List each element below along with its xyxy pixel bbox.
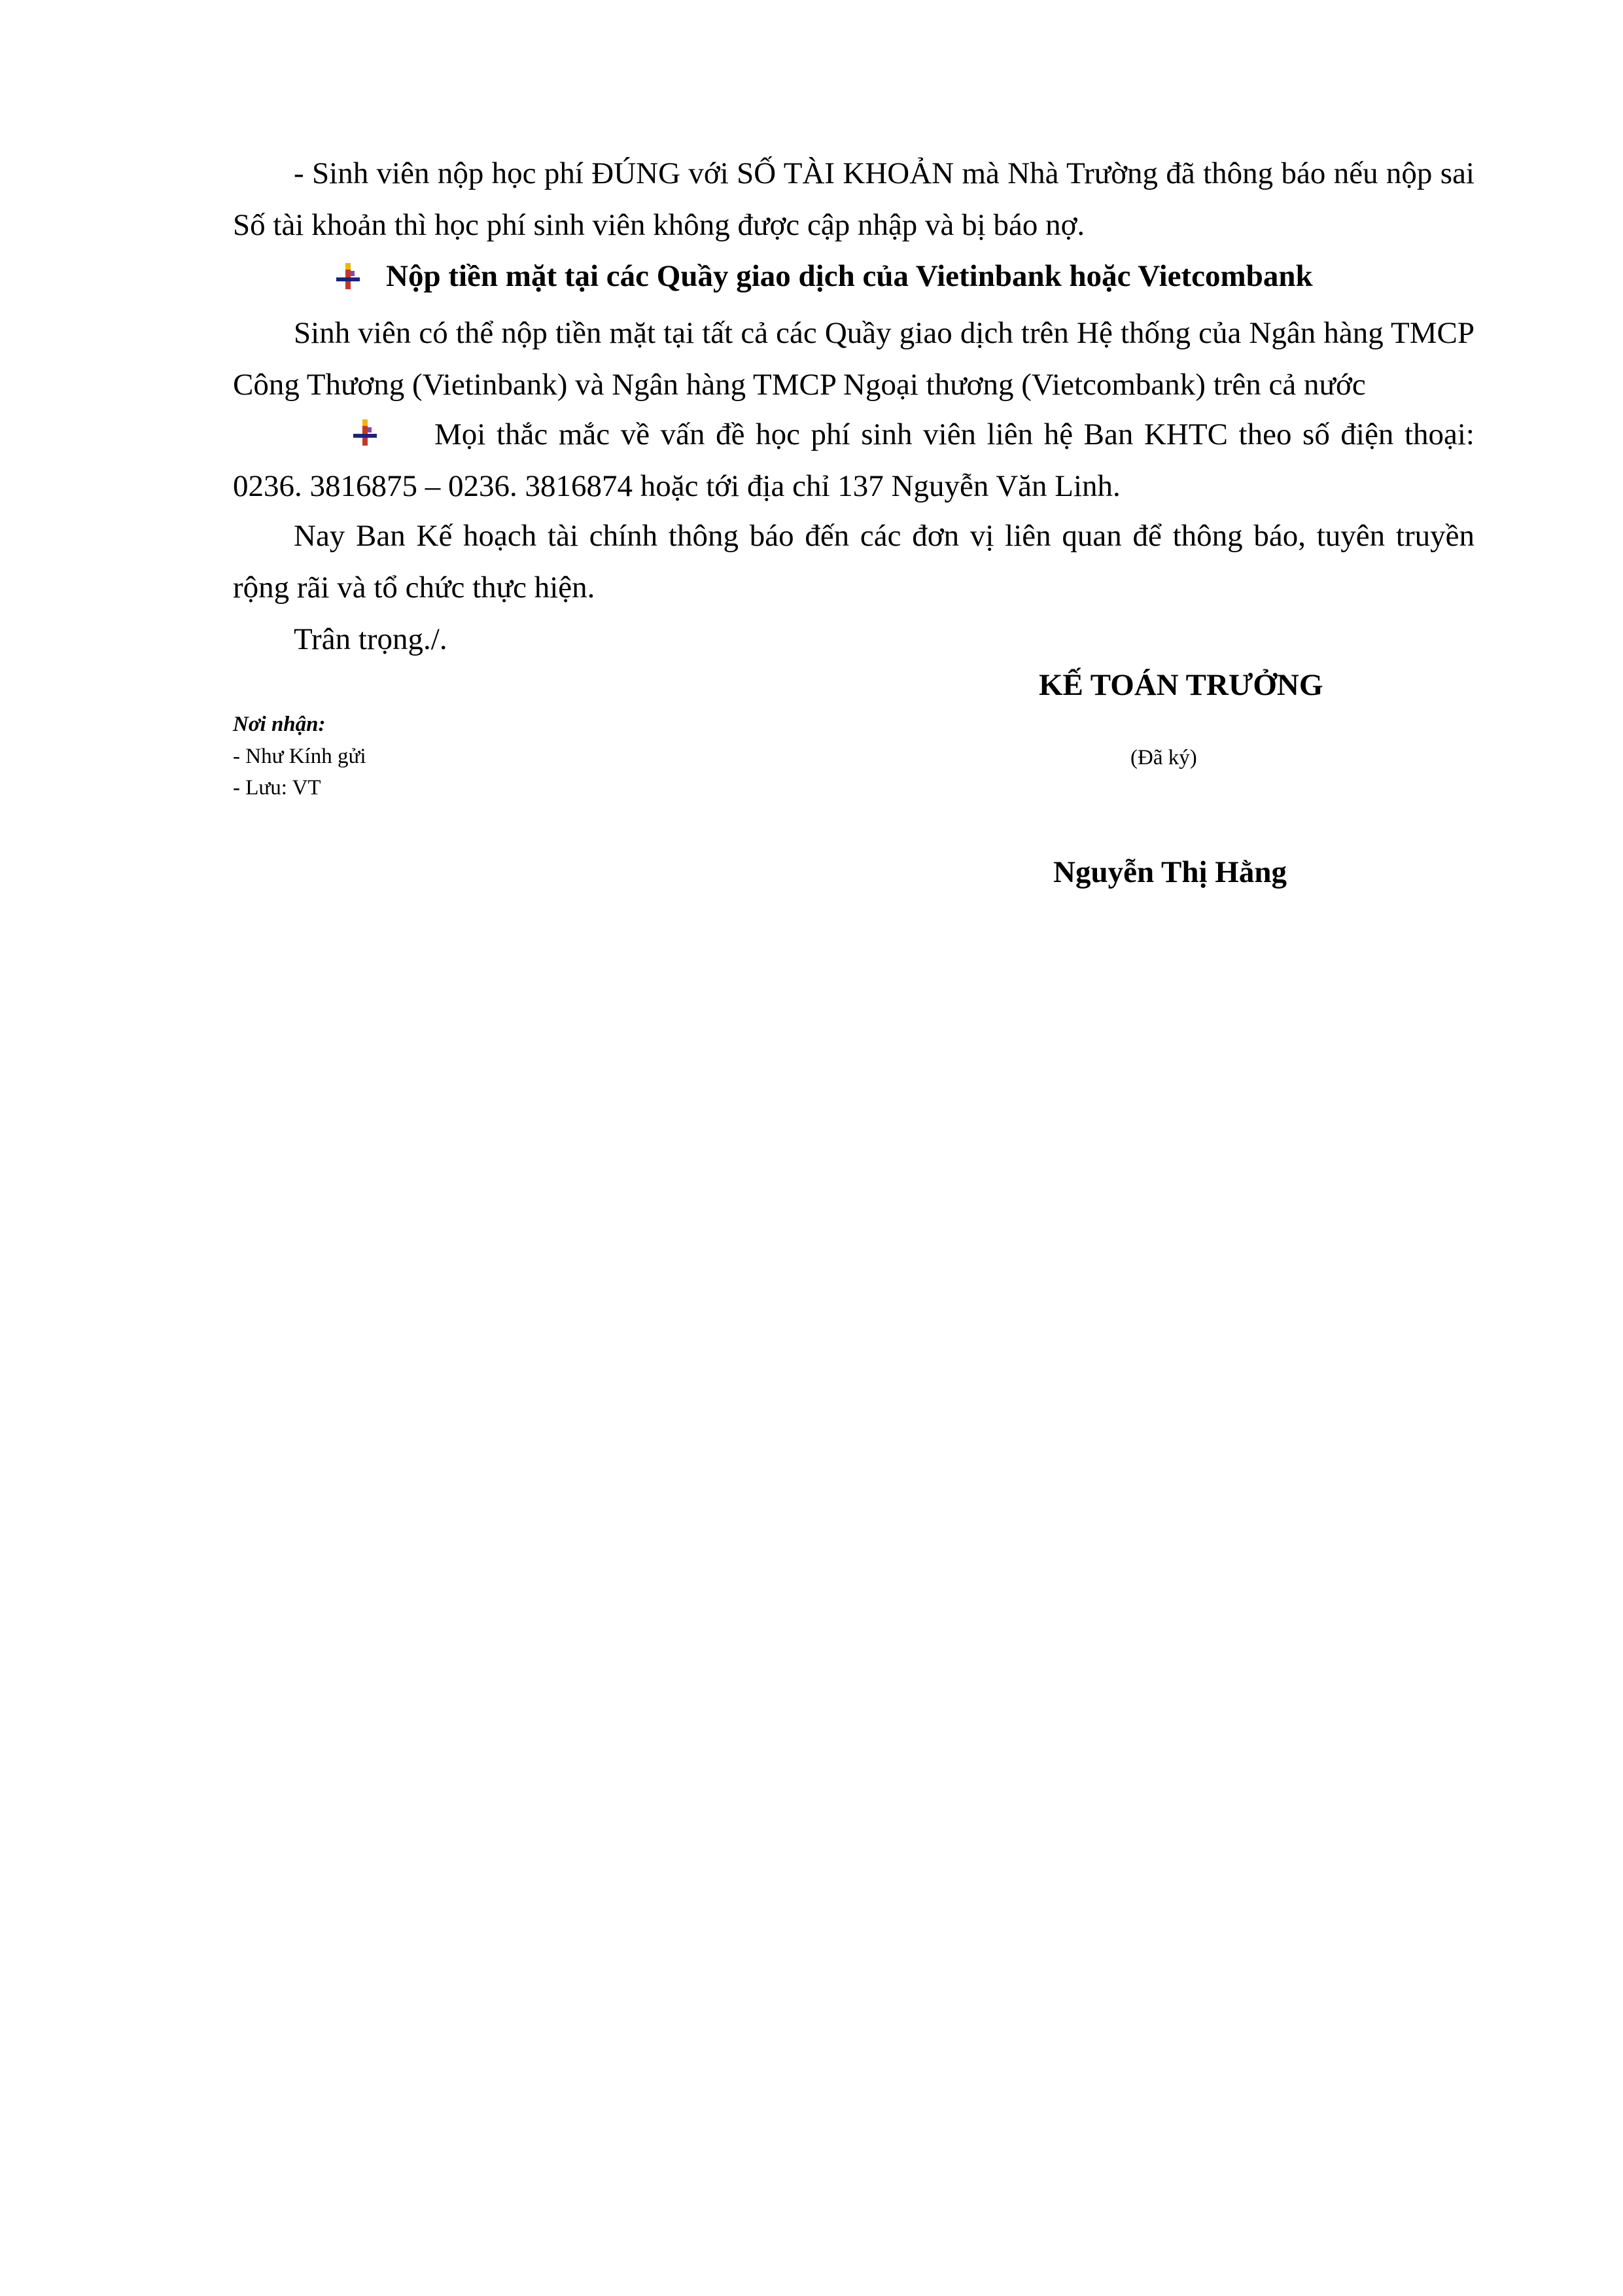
account-warning-text: - Sinh viên nộp học phí ĐÚNG với SỐ TÀI KHOẢN mà Nhà Trường đã thông báo nếu nộp sai Số tài khoản thì học phí sinh viên không được cập nhập và bị báo nợ.	[233, 156, 1475, 242]
cash-heading-text: Nộp tiền mặt tại các Quầy giao dịch của Vietinbank hoặc Vietcombank	[386, 259, 1313, 293]
signature-title: KẾ TOÁN TRƯỞNG	[1039, 668, 1323, 702]
closing-paragraph	[233, 614, 1475, 665]
contact-text: Mọi thắc mắc về vấn đề học phí sinh viên liên hệ Ban KHTC theo số điện thoại: 0236. 3816875 – 0236. 3816874 hoặc tới địa chỉ 137 Nguyễn Văn Linh.	[233, 417, 1475, 503]
cash-body-text: Sinh viên có thể nộp tiền mặt tại tất cả các Quầy giao dịch trên Hệ thống của Ngân hàng TMCP Công Thương (Vietinbank) và Ngân hàng TMCP Ngoại thương (Vietcombank) trên cả nước	[233, 316, 1475, 402]
closing-text: Trân trọng./.	[294, 622, 447, 656]
announcement-text: Nay Ban Kế hoạch tài chính thông báo đến các đơn vị liên quan để thông báo, tuyên truyền rộng rãi và tổ chức thực hiện.	[233, 519, 1475, 605]
contact-paragraph	[233, 409, 1475, 512]
cash-body-paragraph	[233, 308, 1475, 411]
plus-bullet-icon	[351, 418, 379, 447]
signed-note: (Đã ký)	[1130, 746, 1197, 769]
recipient-item: - Như Kính gửi	[233, 745, 366, 768]
plus-bullet-icon	[334, 262, 362, 291]
cash-payment-heading	[334, 256, 1313, 296]
announcement-paragraph	[233, 510, 1475, 614]
signer-name: Nguyễn Thị Hằng	[1053, 855, 1287, 889]
recipients-label: Nơi nhận:	[233, 713, 326, 736]
recipient-item: - Lưu: VT	[233, 776, 321, 800]
account-warning-paragraph	[233, 148, 1475, 251]
